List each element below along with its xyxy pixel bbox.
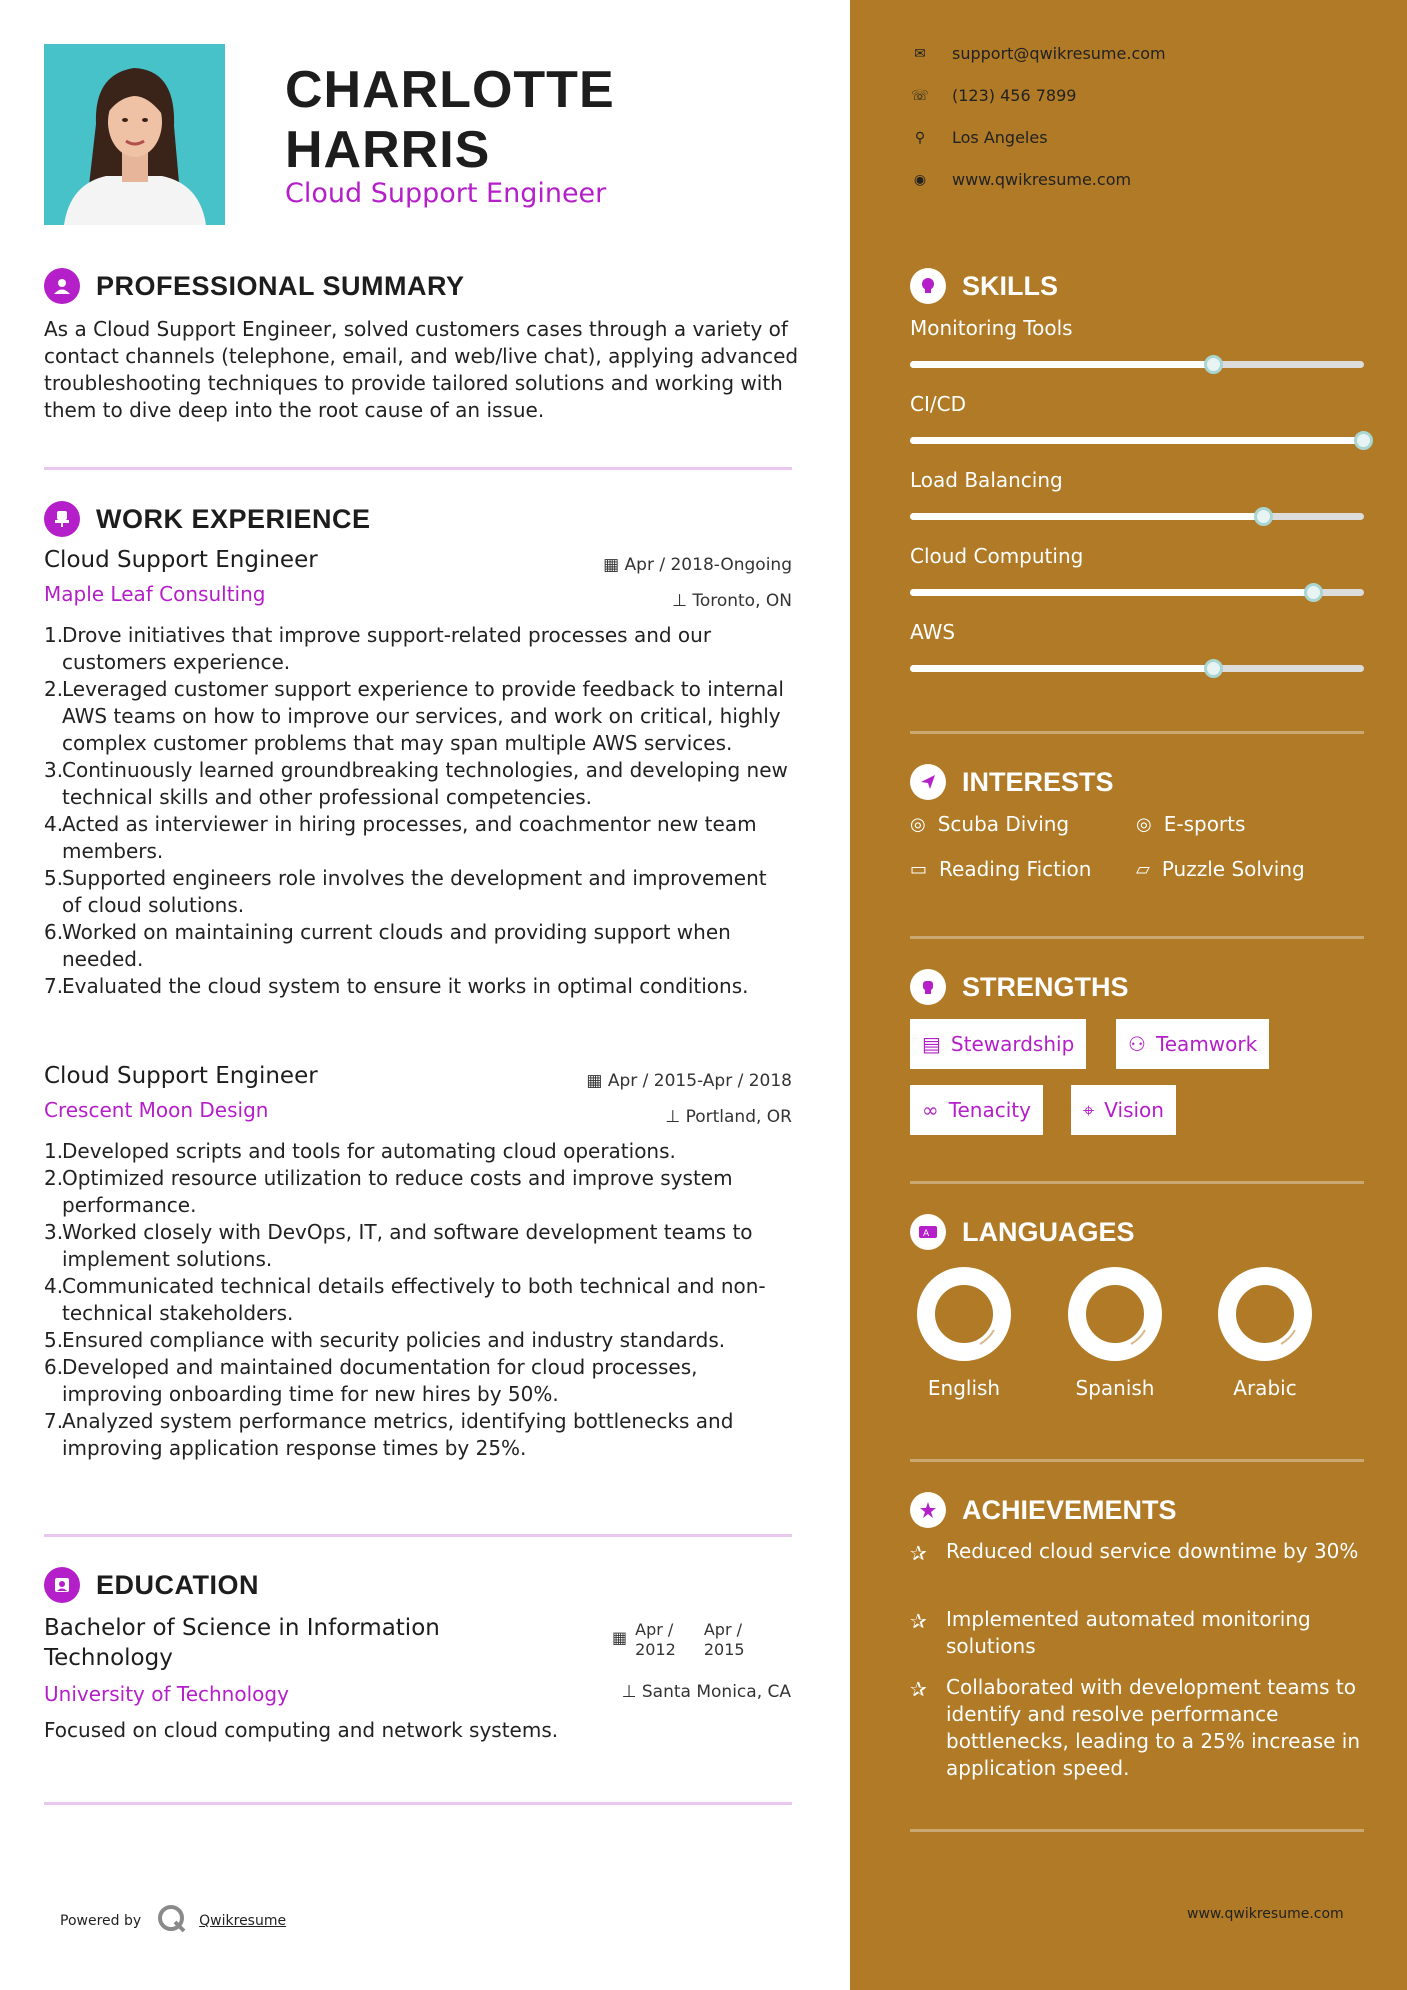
strength-tag: ⚇ Teamwork: [1116, 1019, 1269, 1069]
language-icon: [910, 1214, 946, 1250]
degree-line-1: Bachelor of Science in Information: [44, 1615, 440, 1641]
strengths-heading: [910, 969, 1129, 1005]
lightbulb-icon: [910, 268, 946, 304]
list-item: 5. Ensured compliance with security policies and industry standards.: [44, 1328, 726, 1352]
list-item: 7. Analyzed system performance metrics, identifying bottlenecks and improving application response times by 25%.: [44, 1409, 734, 1460]
skill-bar-knob: [1354, 431, 1373, 450]
job-date: [586, 1071, 792, 1091]
book-icon: ▱: [1136, 858, 1150, 880]
pin-icon: ⊥: [665, 1107, 681, 1127]
profile-photo: [44, 44, 225, 225]
job-location-text: Toronto, ON: [692, 591, 792, 611]
skills-title: SKILLS: [962, 270, 1059, 301]
contact-phone[interactable]: ☏ (123) 456 7899: [911, 86, 1077, 105]
list-item: 5. Supported engineers role involves the development and improvement of cloud solutions.: [44, 866, 767, 917]
skill-bar: [910, 589, 1364, 596]
job-bullets: [44, 1138, 792, 1462]
contact-location: ⚲ Los Angeles: [910, 128, 1048, 147]
skill-bar-fill: [910, 589, 1314, 596]
candidate-name: [285, 60, 615, 180]
binoculars-icon: ⌖: [1083, 1098, 1095, 1122]
paper-plane-icon: [910, 764, 946, 800]
edu-start: Apr / 2012: [635, 1620, 676, 1659]
achievement-item: ✰ Collaborated with development teams to identify and resolve performance bottlenecks, leading to a 25% increase in application speed.: [910, 1675, 1361, 1780]
interest-item: ◎ Scuba Diving: [910, 812, 1070, 836]
job-entry-2: [44, 1063, 792, 1462]
powered-by-label: Powered by: [60, 1913, 142, 1929]
contact-website[interactable]: ◉ www.qwikresume.com: [910, 170, 1131, 189]
star-icon: ✰: [910, 1609, 927, 1633]
language-ring-icon: [1067, 1266, 1163, 1362]
job-location-text: Portland, OR: [685, 1107, 792, 1127]
language-ring-icon: [1217, 1266, 1313, 1362]
list-item: 3. Worked closely with DevOps, IT, and software development teams to implement solutions.: [44, 1220, 753, 1271]
language-ring-icon: [916, 1266, 1012, 1362]
qwikresume-logo-icon: [157, 1904, 187, 1938]
job-location: [672, 591, 792, 611]
job-company: Crescent Moon Design: [44, 1098, 269, 1122]
pin-icon: ⊥: [672, 591, 687, 611]
divider: [44, 1802, 792, 1805]
language-label: English: [927, 1376, 1001, 1400]
name-line-2: HARRIS: [285, 121, 491, 179]
divider: [910, 731, 1364, 734]
achievement-item: ✰ Implemented automated monitoring solutions: [910, 1607, 1311, 1658]
job-title: Cloud Support Engineer: [44, 1063, 318, 1089]
skills-heading: [910, 268, 1058, 304]
skill-bar: [910, 665, 1364, 672]
languages-title: LANGUAGES: [962, 1216, 1135, 1247]
link-icon: ∞: [922, 1098, 939, 1122]
experience-title: WORK EXPERIENCE: [96, 503, 371, 534]
skill-bar: [910, 361, 1364, 368]
list-item: 1. Developed scripts and tools for automating cloud operations.: [44, 1139, 676, 1163]
skill-bar-fill: [910, 361, 1214, 368]
skill-bar: [910, 513, 1364, 520]
calendar-icon: ▦: [586, 1071, 603, 1091]
list-item: 2. Optimized resource utilization to reduce costs and improve system performance.: [44, 1166, 733, 1217]
skill-label: CI/CD: [910, 392, 966, 416]
skill-bar-knob: [1254, 507, 1273, 526]
lifebuoy-icon: ◎: [910, 813, 926, 835]
skill-bar: [910, 437, 1364, 444]
globe-icon: ◉: [913, 171, 927, 188]
skill-label: Cloud Computing: [910, 544, 1084, 568]
divider: [910, 1459, 1364, 1462]
school: University of Technology: [44, 1682, 289, 1706]
interest-item: ▭ Reading Fiction: [910, 857, 1092, 881]
job-entry-1: [44, 547, 792, 1000]
svg-text:A: A: [923, 1229, 930, 1239]
list-item: 7. Evaluated the cloud system to ensure it works in optimal conditions.: [44, 974, 749, 998]
skill-bar-fill: [910, 437, 1364, 444]
achievements-title: ACHIEVEMENTS: [962, 1494, 1177, 1525]
users-icon: ⚇: [1128, 1032, 1146, 1056]
divider: [910, 1829, 1364, 1832]
lifebuoy-icon: ◎: [1136, 813, 1152, 835]
list-item: 2. Leveraged customer support experience to provide feedback to internal AWS teams on how to improve our services, and work on critical, highly complex customer problems that may span multiple AWS services.: [44, 677, 784, 755]
star-icon: ✰: [910, 1677, 927, 1701]
list-item: 4. Communicated technical details effectively to both technical and non-technical stakeholders.: [44, 1274, 766, 1325]
language-item: [909, 1266, 1019, 1400]
interest-item: ◎ E-sports: [1136, 812, 1246, 836]
education-note: Focused on cloud computing and network systems.: [44, 1718, 559, 1742]
achievement-item: ✰ Reduced cloud service downtime by 30%: [910, 1539, 1359, 1565]
interests-heading: [910, 764, 1114, 800]
user-icon: [44, 268, 80, 304]
envelope-icon: ✉: [914, 45, 926, 62]
list-item: 1. Drove initiatives that improve support-related processes and our customers experience.: [44, 623, 712, 674]
job-role: Cloud Support Engineer: [285, 178, 607, 209]
divider: [44, 467, 792, 470]
skill-label: Load Balancing: [910, 468, 1063, 492]
job-location: [665, 1107, 792, 1127]
strengths-title: STRENGTHS: [962, 971, 1129, 1002]
graduate-icon: [44, 1567, 80, 1603]
job-date-text: Apr / 2015-Apr / 2018: [607, 1071, 792, 1091]
list-item: 3. Continuously learned groundbreaking technologies, and developing new technical skills and other professional competencies.: [44, 758, 788, 809]
education-location: ⊥ Santa Monica, CA: [621, 1682, 791, 1702]
calendar-icon: ▦: [612, 1628, 628, 1647]
job-title: Cloud Support Engineer: [44, 547, 318, 573]
gamepad-icon: ▭: [910, 858, 928, 880]
skill-label: AWS: [910, 620, 956, 644]
calendar-icon: ▦: [603, 555, 620, 575]
language-label: Arabic: [1233, 1376, 1297, 1400]
list-item: 6. Developed and maintained documentation for cloud processes, improving onboarding time for new hires by 50%.: [44, 1355, 698, 1406]
education-dates: [612, 1620, 745, 1660]
summary-text: As a Cloud Support Engineer, solved customers cases through a variety of contact channels (telephone, email, and web/live chat), applying advanced troubleshooting techniques to provide tailored solutions and working with them to dive deep into the root cause of an issue.: [44, 317, 799, 422]
language-item: [1060, 1266, 1170, 1400]
strength-tag: ▤ Stewardship: [910, 1019, 1086, 1069]
skill-bar-fill: [910, 665, 1214, 672]
degree-line-2: Technology: [44, 1645, 173, 1671]
interests-title: INTERESTS: [962, 766, 1114, 797]
degree: [44, 1613, 440, 1673]
interest-item: ▱ Puzzle Solving: [1136, 857, 1305, 881]
summary-heading: [44, 268, 465, 304]
job-company: Maple Leaf Consulting: [44, 582, 266, 606]
divider: [910, 936, 1364, 939]
pin-icon: ⊥: [621, 1682, 637, 1702]
education-title: EDUCATION: [96, 1569, 259, 1600]
job-date: [603, 555, 792, 575]
language-item: [1210, 1266, 1320, 1400]
summary-title: PROFESSIONAL SUMMARY: [96, 270, 465, 301]
phone-icon: ☏: [911, 87, 929, 104]
experience-heading: [44, 501, 371, 537]
skill-bar-fill: [910, 513, 1264, 520]
contact-email[interactable]: ✉ support@qwikresume.com: [910, 44, 1166, 63]
footer-site[interactable]: www.qwikresume.com: [1187, 1906, 1344, 1922]
achievements-heading: [910, 1492, 1177, 1528]
list-item: 6. Worked on maintaining current clouds and providing support when needed.: [44, 920, 731, 971]
star-badge-icon: [910, 1492, 946, 1528]
languages-heading: [910, 1214, 1135, 1250]
education-heading: [44, 1567, 259, 1603]
avatar: [44, 44, 225, 225]
language-label: Spanish: [1075, 1376, 1155, 1400]
briefcase-icon: ▤: [922, 1032, 941, 1056]
job-date-text: Apr / 2018-Ongoing: [624, 555, 792, 575]
list-item: 4. Acted as interviewer in hiring processes, and coachmentor new team members.: [44, 812, 757, 863]
skill-bar-knob: [1304, 583, 1323, 602]
location-pin-icon: ⚲: [914, 129, 926, 146]
strength-tag: ∞ Tenacity: [910, 1085, 1043, 1135]
skill-label: Monitoring Tools: [910, 316, 1073, 340]
star-icon: ✰: [910, 1541, 927, 1565]
name-line-1: CHARLOTTE: [285, 61, 615, 119]
chair-icon: [44, 501, 80, 537]
strength-tag: ⌖ Vision: [1071, 1085, 1176, 1135]
edu-end: Apr / 2015: [703, 1620, 745, 1659]
powered-by: [60, 1904, 286, 1938]
fist-icon: [910, 969, 946, 1005]
divider: [910, 1181, 1364, 1184]
job-bullets: [44, 622, 792, 1000]
qwikresume-link[interactable]: Qwikresume: [199, 1913, 287, 1929]
divider: [44, 1534, 792, 1537]
